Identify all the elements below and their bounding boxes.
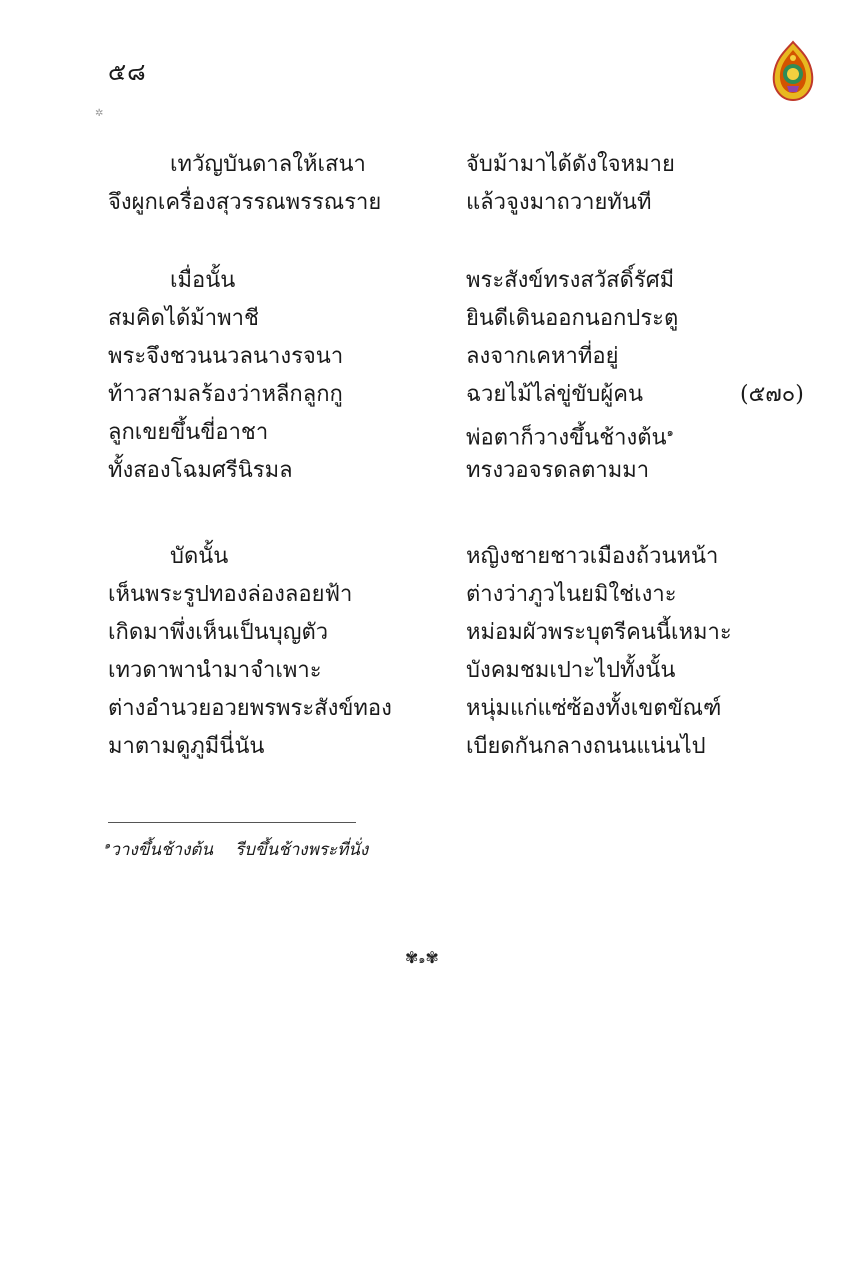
verse-left: บัดนั้น	[170, 544, 229, 569]
verse-right: พ่อตาก็วางขึ้นช้างต้น	[466, 425, 667, 451]
verse-left: เทวัญบันดาลให้เสนา	[170, 152, 366, 177]
stanza-1	[0, 146, 854, 222]
verse-left: ต่างอำนวยอวยพรพระสังข์ทอง	[108, 696, 392, 721]
verse-left: เกิดมาพึ่งเห็นเป็นบุญตัว	[108, 620, 329, 645]
verse-right: จับม้ามาได้ดังใจหมาย	[466, 152, 675, 177]
verse-right: บังคมชมเปาะไปทั้งนั้น	[466, 658, 676, 683]
end-ornament	[405, 948, 439, 968]
right-flourish-icon: ✾	[425, 948, 439, 967]
paper-speck: ✲	[95, 108, 104, 119]
verse-right: หม่อมผัวพระบุตรีคนนี้เหมาะ	[466, 620, 732, 645]
verse-right: พระสังข์ทรงสวัสดิ์รัศมี	[466, 268, 675, 293]
verse-right-with-footnote	[466, 414, 674, 457]
verse-line	[0, 576, 854, 614]
verse-line	[0, 538, 854, 576]
verse-line	[0, 262, 854, 300]
verse-left: เมื่อนั้น	[170, 268, 236, 293]
stanza-2	[0, 262, 854, 490]
verse-right: ยินดีเดินออกนอกประตู	[466, 306, 679, 331]
verse-line	[0, 728, 854, 766]
verse-left: สมคิดได้ม้าพาชี	[108, 306, 259, 331]
verse-line	[0, 146, 854, 184]
page-number: ๕๘	[108, 58, 147, 86]
verse-left: เห็นพระรูปทองล่องลอยฟ้า	[108, 582, 353, 607]
verse-line	[0, 652, 854, 690]
footnote-definition: รีบขึ้นช้างพระที่นั่ง	[235, 840, 369, 860]
stanza-3	[0, 538, 854, 766]
verse-right: ลงจากเคหาที่อยู่	[466, 344, 619, 369]
verse-line	[0, 184, 854, 222]
verse-right: หญิงชายชาวเมืองถ้วนหน้า	[466, 544, 719, 569]
verse-left: มาตามดูภูมีนี่นัน	[108, 734, 265, 759]
verse-number: (๕๗๐)	[740, 382, 804, 407]
footnote-divider	[108, 822, 356, 823]
verse-left: ลูกเขยขึ้นขี่อาชา	[108, 420, 269, 445]
footnote	[104, 836, 368, 863]
ministry-emblem-logo	[770, 40, 816, 102]
verse-right: ทรงวอจรดลตามมา	[466, 458, 650, 483]
verse-line	[0, 452, 854, 490]
verse-right: เบียดกันกลางถนนแน่นไป	[466, 734, 706, 759]
verse-line	[0, 300, 854, 338]
left-flourish-icon: ✾	[405, 948, 419, 967]
footnote-mark: ๑	[104, 840, 111, 852]
verse-line	[0, 414, 854, 452]
verse-line	[0, 376, 854, 414]
verse-left: เทวดาพานำมาจำเพาะ	[108, 658, 322, 683]
verse-left: ทั้งสองโฉมศรีนิรมล	[108, 458, 293, 483]
footnote-term: วางขึ้นช้างต้น	[110, 840, 214, 860]
verse-left: ท้าวสามลร้องว่าหลีกลูกกู	[108, 382, 343, 407]
verse-right: ต่างว่าภูวไนยมิใช่เงาะ	[466, 582, 677, 607]
verse-line	[0, 338, 854, 376]
verse-right: หนุ่มแก่แซ่ซ้องทั้งเขตขัณฑ์	[466, 696, 722, 721]
verse-line	[0, 614, 854, 652]
footnote-marker[interactable]: ๑	[666, 426, 674, 439]
ornament-center: ๑	[418, 953, 426, 966]
verse-line	[0, 690, 854, 728]
verse-left: พระจึงชวนนวลนางรจนา	[108, 344, 344, 369]
verse-left: จึงผูกเครื่องสุวรรณพรรณราย	[108, 190, 382, 215]
verse-right: ฉวยไม้ไล่ขู่ขับผู้คน	[466, 382, 644, 407]
verse-right: แล้วจูงมาถวายทันที	[466, 190, 652, 215]
